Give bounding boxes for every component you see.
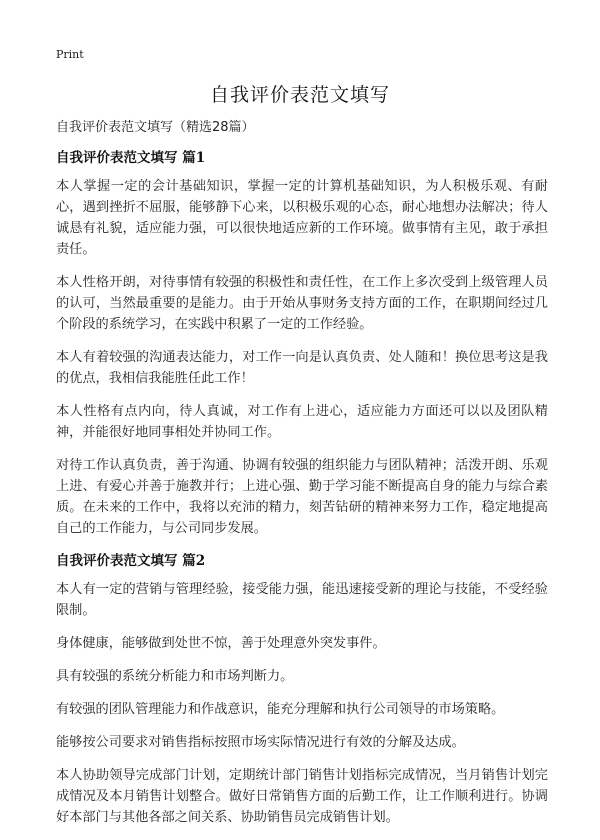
paragraph: 本人性格有点内向，待人真诚，对工作有上进心，适应能力方面还可以以及团队精神，并能很好地同事相处并协同工作。 (56, 404, 548, 440)
paragraph: 有较强的团队管理能力和作战意识，能充分理解和执行公司领导的市场策略。 (56, 702, 505, 717)
paragraph: 本人性格开朗，对待事情有较强的积极性和责任性，在工作上多次受到上级管理人员的认可，当然最重要的是能力。由于开始从事财务支持方面的工作，在职期间经过几个阶段的系统学习，在实践中积累了一定的工作经验。 (56, 275, 548, 332)
section-2 (56, 551, 548, 828)
paragraph: 身体健康，能够做到处世不惊，善于处理意外突发事件。 (56, 636, 386, 651)
paragraph: 本人协助领导完成部门计划，定期统计部门销售计划指标完成情况，当月销售计划完成情况及本月销售计划整合。做好日常销售方面的后勤工作，让工作顺利进行。协调好本部门与其他各部之间关系、协助销售员完成销售计划。 (56, 768, 548, 825)
document-body (56, 118, 548, 840)
paragraph: 本人有一定的营销与管理经验，接受能力强，能迅速接受新的理论与技能，不受经验限制。 (56, 582, 548, 618)
print-link[interactable]: Print (56, 48, 84, 61)
paragraph: 具有较强的系统分析能力和市场判断力。 (56, 669, 294, 684)
section-heading: 自我评价表范文填写 篇1 (56, 150, 206, 166)
paragraph: 本人有着较强的沟通表达能力，对工作一向是认真负责、处人随和！换位思考这是我的优点，我相信我能胜任此工作！ (56, 350, 548, 386)
paragraph: 对待工作认真负责，善于沟通、协调有较强的组织能力与团队精神；活泼开朗、乐观上进、有爱心并善于施教并行；上进心强、勤于学习能不断提高自身的能力与综合素质。在未来的工作中，我将以充沛的精力，刻苦钻研的精神来努力工作，稳定地提高自己的工作能力，与公司同步发展。 (56, 458, 548, 536)
section-1 (56, 148, 548, 539)
paragraph: 能够按公司要求对销售指标按照市场实际情况进行有效的分解及达成。 (56, 735, 465, 750)
page-title: 自我评价表范文填写 (209, 84, 390, 106)
document-subtitle: 自我评价表范文填写（精选28篇） (56, 120, 255, 135)
section-heading: 自我评价表范文填写 篇2 (56, 553, 206, 569)
paragraph: 本人掌握一定的会计基础知识，掌握一定的计算机基础知识，为人积极乐观、有耐心，遇到挫折不屈服，能够静下心来，以积极乐观的心态，耐心地想办法解决；待人诚恳有礼貌，适应能力强，可以很快地适应新的工作环境。做事情有主见，敢于承担责任。 (56, 179, 548, 257)
